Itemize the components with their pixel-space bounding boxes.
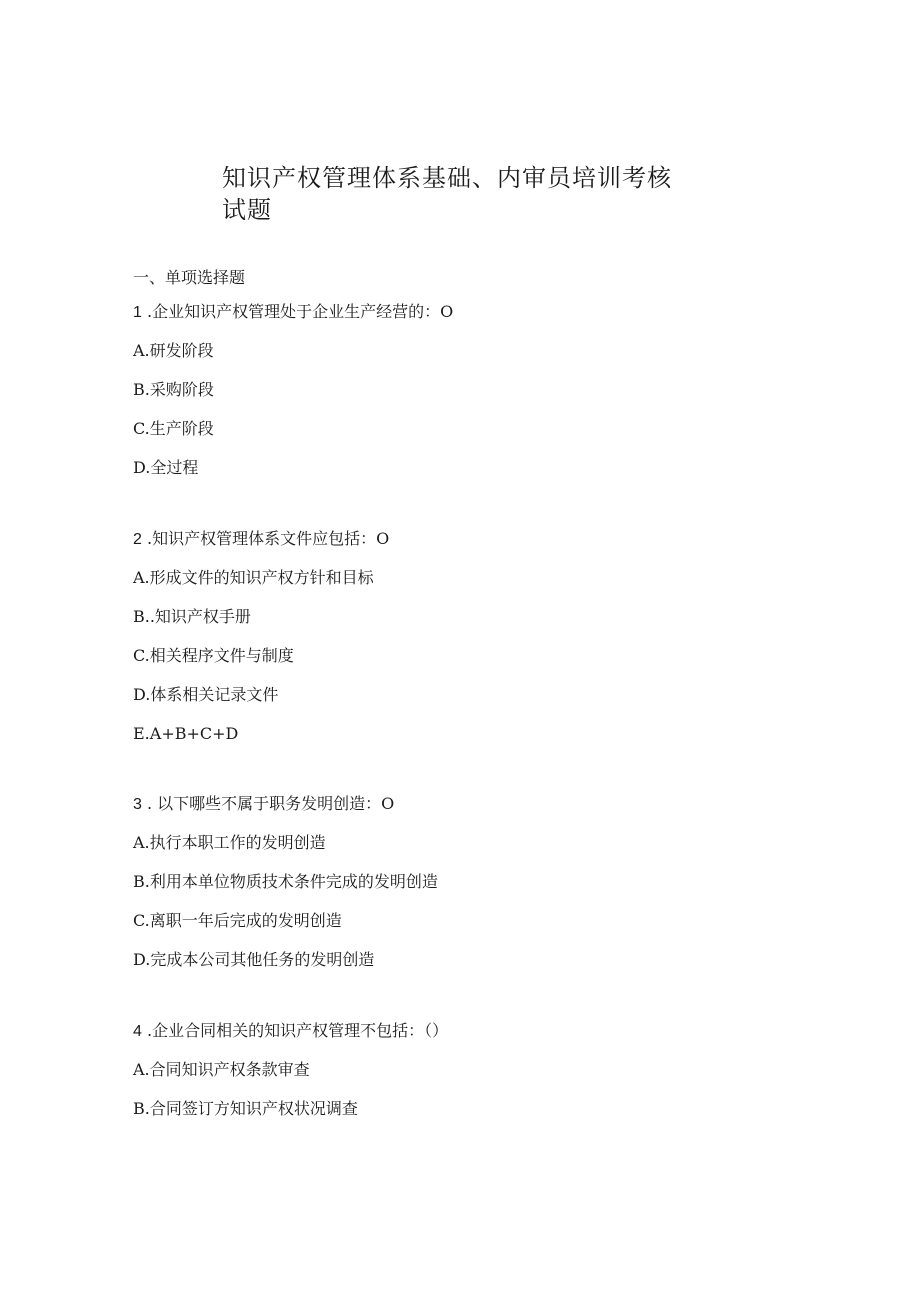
question-number: 4 xyxy=(133,1023,142,1040)
document-title: 知识产权管理体系基础、内审员培训考核试题 xyxy=(222,164,672,224)
question-2-option-c: C.相关程序文件与制度 xyxy=(133,646,294,665)
question-3-option-a: A.执行本职工作的发明创造 xyxy=(133,833,326,852)
question-4-option-b: B.合同签订方知识产权状况调查 xyxy=(133,1099,358,1118)
question-2-option-b: B..知识产权手册 xyxy=(133,607,251,626)
question-1-option-d: D.全过程 xyxy=(133,458,199,477)
question-1-stem xyxy=(133,302,453,323)
question-2-option-a: A.形成文件的知识产权方针和目标 xyxy=(133,568,374,587)
question-3-option-d: D.完成本公司其他任务的发明创造 xyxy=(133,950,375,969)
question-text: . 以下哪些不属于职务发明创造：O xyxy=(141,794,395,813)
question-1-option-c: C.生产阶段 xyxy=(133,419,214,438)
question-number: 3 xyxy=(133,796,142,813)
question-4-option-a: A.合同知识产权条款审查 xyxy=(133,1060,310,1079)
question-2-stem xyxy=(133,529,389,550)
question-3-option-c: C.离职一年后完成的发明创造 xyxy=(133,911,342,930)
question-text: .知识产权管理体系文件应包括：O xyxy=(141,529,390,548)
question-number: 2 xyxy=(133,531,142,548)
question-3-option-b: B.利用本单位物质技术条件完成的发明创造 xyxy=(133,872,438,891)
question-1-option-b: B.采购阶段 xyxy=(133,380,214,399)
question-1-option-a: A.研发阶段 xyxy=(133,341,214,360)
question-3-stem xyxy=(133,794,394,815)
section-heading: 一、单项选择题 xyxy=(133,268,246,287)
question-2-option-e: E.A+B+C+D xyxy=(133,724,239,743)
question-4-stem xyxy=(133,1021,448,1042)
question-text: .企业合同相关的知识产权管理不包括：（） xyxy=(141,1021,449,1040)
question-2-option-d: D.体系相关记录文件 xyxy=(133,685,279,704)
question-text: .企业知识产权管理处于企业生产经营的：O xyxy=(141,302,454,321)
question-number: 1 xyxy=(133,304,142,321)
